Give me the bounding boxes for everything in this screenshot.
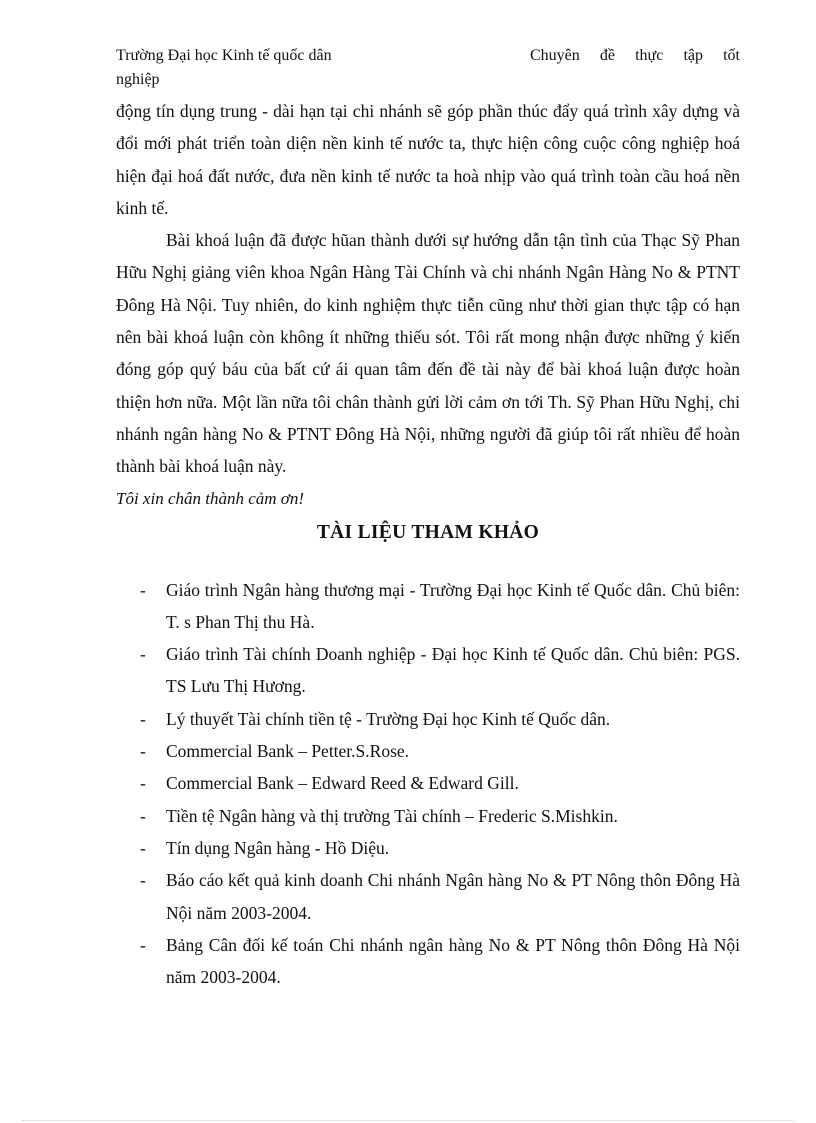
thanks-line: Tôi xin chân thành cảm ơn! [116, 488, 305, 508]
paragraph-acknowledgement: Bài khoá luận đã được hũan thành dưới sự hướng dẫn tận tình của Thạc Sỹ Phan Hữu Nghị giảng viên khoa Ngân Hàng Tài Chính và chi nhánh Ngân Hàng No & PTNT Đông Hà Nội. Tuy nhiên, do kinh nghiệm thực tiễn cũng như thời gian thực tập có hạn nên bài khoá luận còn không ít những thiếu sót. Tôi rất mong nhận được những ý kiến đóng góp quý báu của bất cứ ái quan tâm đến đề tài này để bài khoá luận được hoàn thiện hơn nữa. Một lần nữa tôi chân thành gửi lời cảm ơn tới Th. Sỹ Phan Hữu Nghị, chi nhánh ngân hàng No & PTNT Đông Hà Nội, những người đã giúp tôi rất nhiều để hoàn thành bài khoá luận này. [116, 230, 740, 477]
bullet-dash: - [140, 579, 146, 600]
reference-item [116, 574, 740, 639]
reference-item [116, 703, 740, 735]
reference-text: Bảng Cân đối kế toán Chi nhánh ngân hàng No & PT Nông thôn Đông Hà Nội năm 2003-2004. [166, 934, 740, 988]
reference-text: Commercial Bank – Petter.S.Rose. [166, 741, 410, 762]
bullet-dash: - [140, 805, 146, 826]
bullet-dash: - [140, 644, 146, 665]
reference-text: Tiền tệ Ngân hàng và thị trường Tài chính – Frederic S.Mishkin. [166, 805, 618, 826]
header-report-title: Chuyên đề thực tập tốt [530, 47, 740, 64]
header-university: Trường Đại học Kinh tế quốc dân [116, 47, 332, 64]
reference-item [116, 638, 740, 703]
bullet-dash: - [140, 870, 146, 891]
reference-item [116, 767, 740, 799]
bullet-dash: - [140, 708, 146, 729]
reference-text: Giáo trình Tài chính Doanh nghiệp - Đại học Kinh tế Quốc dân. Chủ biên: PGS. TS Lưu Thị Hương. [166, 644, 740, 697]
bullet-dash: - [140, 837, 146, 858]
references-title: TÀI LIỆU THAM KHẢO [316, 521, 540, 543]
reference-item [116, 800, 740, 832]
reference-item [116, 735, 740, 767]
reference-item [116, 929, 740, 994]
references-list [116, 574, 740, 994]
reference-item [116, 832, 740, 864]
reference-text: Giáo trình Ngân hàng thương mại - Trường Đại học Kinh tế Quốc dân. Chủ biên: T. s Phan Thị thu Hà. [166, 579, 740, 632]
bullet-dash: - [140, 741, 146, 762]
page-header [116, 44, 740, 92]
document-body [116, 95, 740, 993]
reference-text: Lý thuyết Tài chính tiền tệ - Trường Đại học Kinh tế Quốc dân. [166, 708, 611, 729]
paragraph-continuation: động tín dụng trung - dài hạn tại chi nhánh sẽ góp phần thúc đẩy quá trình xây dựng và đổi mới phát triển toàn diện nền kinh tế nước ta, thực hiện công cuộc công nghiệp hoá hiện đại hoá đất nước, đưa nền kinh tế nước ta hoà nhịp vào quá trình toàn cầu hoá nền kinh tế. [116, 101, 740, 218]
reference-text: Tín dụng Ngân hàng - Hồ Diệu. [166, 837, 390, 858]
reference-item [116, 864, 740, 929]
reference-text: Commercial Bank – Edward Reed & Edward Gill. [166, 773, 519, 794]
reference-text: Báo cáo kết quả kinh doanh Chi nhánh Ngân hàng No & PT Nông thôn Đông Hà Nội năm 2003-2004. [166, 870, 740, 923]
header-report-title-continuation: nghiệp [116, 71, 160, 88]
bullet-dash: - [140, 934, 146, 955]
bullet-dash: - [140, 773, 146, 794]
page-bottom-divider [22, 1120, 794, 1121]
